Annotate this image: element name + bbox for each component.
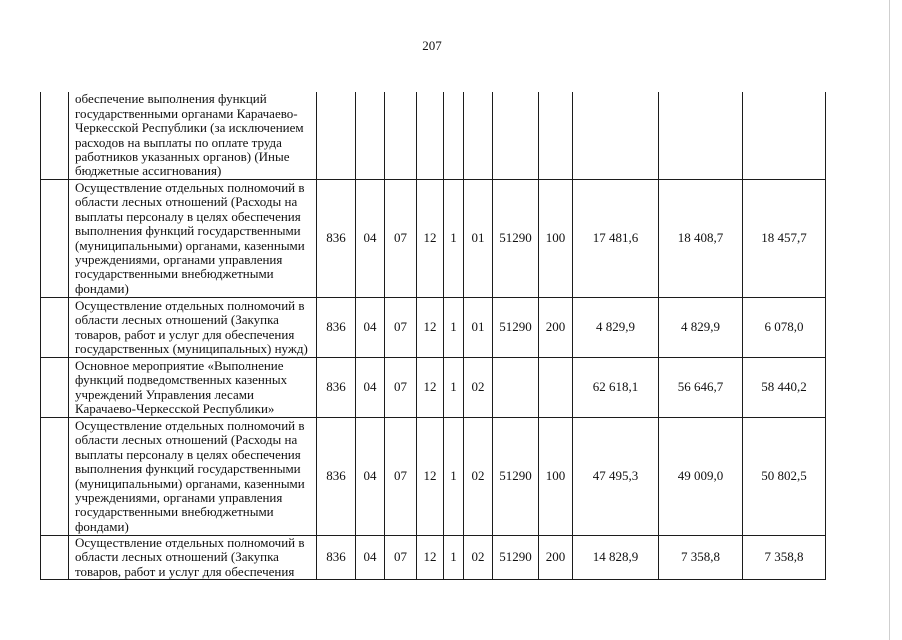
code-cell: 01 [463,298,492,357]
amount-cell: 49 009,0 [658,418,742,535]
table-row [40,418,826,536]
code-cell: 12 [416,180,443,297]
amount-cell: 17 481,6 [572,180,658,297]
scan-edge-line [889,0,890,640]
code-cell [538,358,572,417]
code-cell [463,92,492,179]
empty-cell [40,358,68,417]
code-cell: 04 [355,418,384,535]
table-row [40,358,826,418]
code-cell: 1 [443,298,463,357]
code-cell: 12 [416,298,443,357]
code-cell [443,92,463,179]
code-cell: 100 [538,418,572,535]
amount-cell: 6 078,0 [742,298,826,357]
empty-cell [40,92,68,179]
table-row [40,180,826,298]
budget-table [40,92,826,580]
amount-cell: 50 802,5 [742,418,826,535]
code-cell: 51290 [492,418,538,535]
code-cell [355,92,384,179]
code-cell: 100 [538,180,572,297]
code-cell: 07 [384,180,416,297]
empty-cell [40,536,68,579]
amount-cell: 4 829,9 [572,298,658,357]
amount-cell: 56 646,7 [658,358,742,417]
code-cell: 12 [416,418,443,535]
code-cell: 02 [463,418,492,535]
code-cell [384,92,416,179]
code-cell: 07 [384,358,416,417]
code-cell: 01 [463,180,492,297]
code-cell: 1 [443,358,463,417]
code-cell: 07 [384,536,416,579]
code-cell: 1 [443,536,463,579]
code-cell: 200 [538,536,572,579]
code-cell: 836 [316,418,355,535]
empty-cell [40,180,68,297]
page-number: 207 [422,38,442,53]
code-cell [538,92,572,179]
code-cell [492,358,538,417]
description-cell: Осуществление отдельных полномочий в области лесных отношений (Закупка товаров, работ и услуг для обеспечения государственных (муниципальных) нужд) [68,298,316,357]
description-cell: Осуществление отдельных полномочий в области лесных отношений (Закупка товаров, работ и услуг для обеспечения [68,536,316,579]
description-cell: Осуществление отдельных полномочий в области лесных отношений (Расходы на выплаты персоналу в целях обеспечения выполнения функций государственными (муниципальными) органами, казенными учреждениями, органами управления государственными внебюджетными фондами) [68,418,316,535]
code-cell: 836 [316,536,355,579]
amount-cell: 62 618,1 [572,358,658,417]
code-cell: 200 [538,298,572,357]
code-cell: 12 [416,536,443,579]
amount-cell [658,92,742,179]
amount-cell: 7 358,8 [658,536,742,579]
amount-cell [572,92,658,179]
code-cell [416,92,443,179]
code-cell: 02 [463,536,492,579]
code-cell [316,92,355,179]
amount-cell: 47 495,3 [572,418,658,535]
amount-cell: 58 440,2 [742,358,826,417]
amount-cell [742,92,826,179]
description-cell: обеспечение выполнения функций государственными органами Карачаево- Черкесской Республики (за исключением расходов на выплаты по оплате труда работников указанных органов) (Иные бюджетные ассигнования) [68,92,316,179]
code-cell: 51290 [492,536,538,579]
table-row [40,92,826,180]
code-cell: 04 [355,536,384,579]
code-cell: 07 [384,418,416,535]
code-cell: 04 [355,180,384,297]
amount-cell: 14 828,9 [572,536,658,579]
empty-cell [40,298,68,357]
code-cell: 04 [355,298,384,357]
code-cell: 51290 [492,180,538,297]
code-cell: 51290 [492,298,538,357]
code-cell [492,92,538,179]
code-cell: 02 [463,358,492,417]
code-cell: 836 [316,180,355,297]
description-cell: Осуществление отдельных полномочий в области лесных отношений (Расходы на выплаты персоналу в целях обеспечения выполнения функций государственными (муниципальными) органами, казенными учреждениями, органами управления государственными внебюджетными фондами) [68,180,316,297]
description-cell: Основное мероприятие «Выполнение функций подведомственных казенных учреждений Управления лесами Карачаево-Черкесской Республики» [68,358,316,417]
code-cell: 1 [443,418,463,535]
code-cell: 1 [443,180,463,297]
code-cell: 04 [355,358,384,417]
code-cell: 07 [384,298,416,357]
empty-cell [40,418,68,535]
amount-cell: 4 829,9 [658,298,742,357]
amount-cell: 7 358,8 [742,536,826,579]
code-cell: 12 [416,358,443,417]
code-cell: 836 [316,298,355,357]
code-cell: 836 [316,358,355,417]
table-row [40,298,826,358]
amount-cell: 18 408,7 [658,180,742,297]
amount-cell: 18 457,7 [742,180,826,297]
table-row [40,536,826,580]
